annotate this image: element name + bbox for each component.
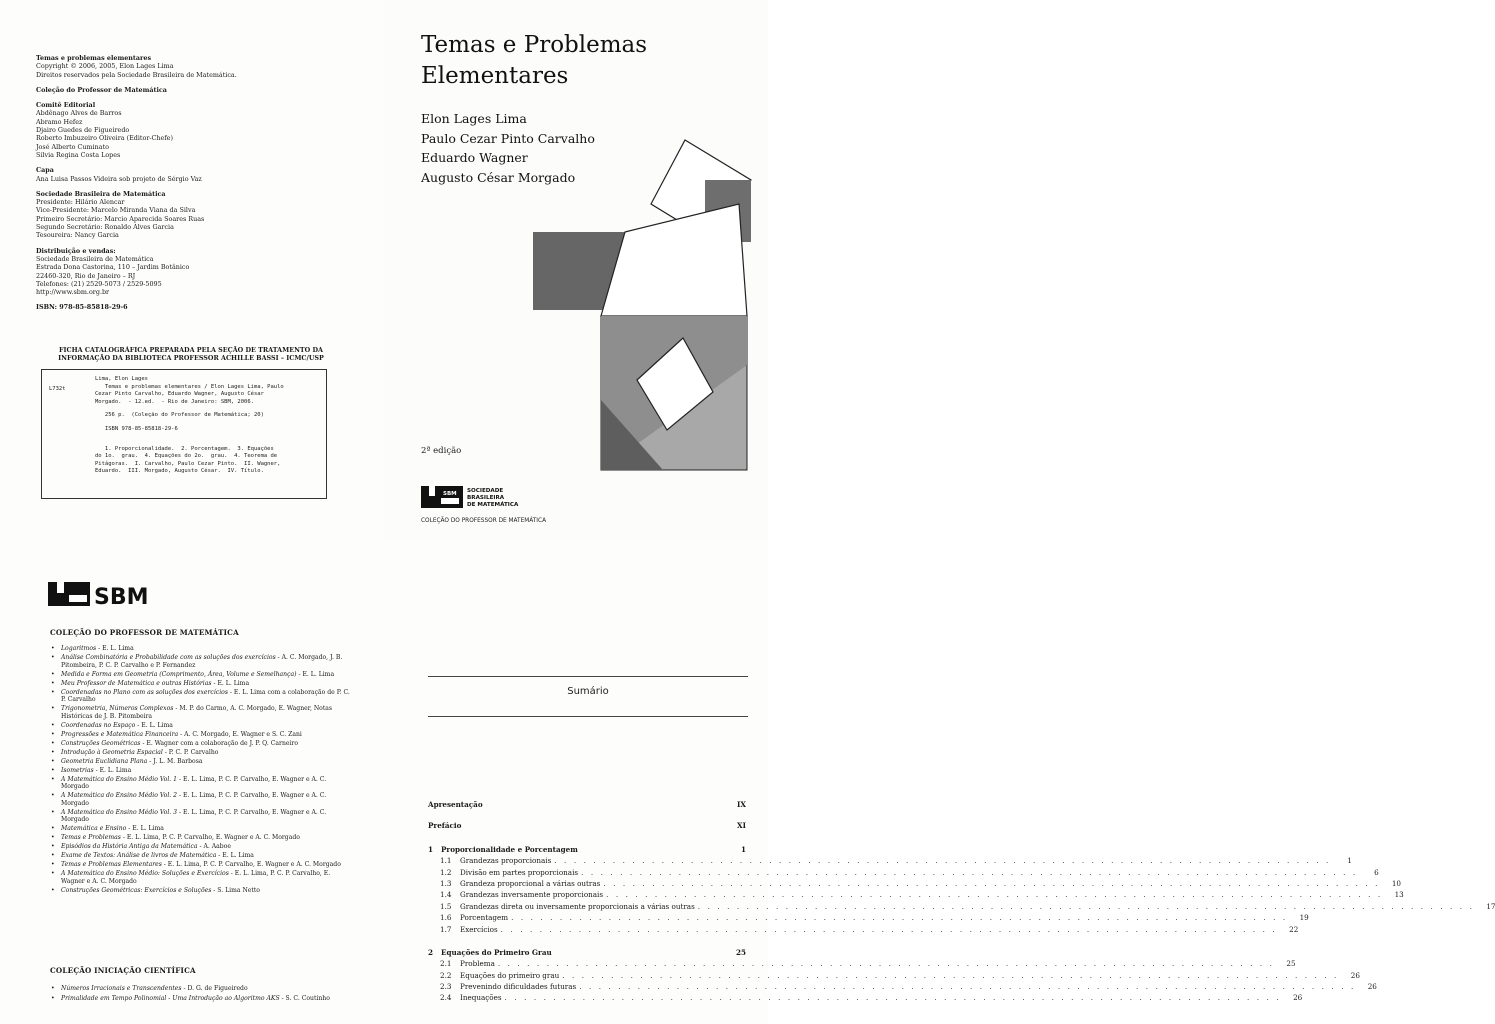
toc-label: Prevenindo dificuldades futuras [460, 982, 577, 992]
toc-section[interactable]: 2.1 Problema . . . . . . . . . . . . . . . . . . . . . . . . . . . . . . . . . . . . . . . . . . . . . . . . . . . . . . . . . . . . . . . . . . . . . . . . . . . . . . . . 25 [428, 959, 746, 970]
toc-section[interactable]: 1.7 Exercícios . . . . . . . . . . . . . . . . . . . . . . . . . . . . . . . . . . . . . . . . . . . . . . . . . . . . . . . . . . . . . . . . . . . . . . . . . . . . . . . . 22 [428, 925, 746, 936]
website-link[interactable]: http://www.sbm.org.br [36, 288, 110, 297]
book-title: A Matemática do Ensino Médio: Soluções e Exercícios [61, 870, 229, 878]
collection-heading: Coleção do Professor de Matemática [36, 85, 167, 94]
book-title: Temas e Problemas [61, 834, 121, 842]
toc-label: Grandezas direta ou inversamente proporcionais a várias outras [460, 901, 695, 911]
logo-mark-text: SBM [443, 491, 457, 497]
catalog-subject: 1. Proporcionalidade. 2. Porcentagem. 3. Equações [95, 445, 274, 452]
publisher-line: DE MATEMÁTICA [467, 502, 519, 508]
book-authors: - E. L. Lima [216, 852, 254, 860]
catalog-heading: FICHA CATALOGRÁFICA PREPARADA PELA SEÇÃO DE TRATAMENTO DA INFORMAÇÃO DA BIBLIOTECA PROFESSOR ACHILLE BASSI – ICMC/USP [58, 346, 324, 362]
catalog-card [41, 369, 327, 499]
catalog-subject: Pitágoras. I. Carvalho, Paulo Cezar Pinto. II. Wagner, [95, 460, 281, 467]
catalog-line: Temas e problemas elementares / Elon Lages Lima, Paulo [95, 383, 284, 390]
list-item [50, 731, 350, 739]
book-authors: - P. C. P. Carvalho [162, 748, 219, 756]
list-item [50, 861, 350, 869]
book-title: Exame de Textos: Análise de livros de Matemática [61, 852, 217, 860]
toc-number: 2.1 [440, 959, 452, 969]
book-title: Progressões e Matemática Financeira [61, 730, 179, 738]
cover-collection-name: COLEÇÃO DO PROFESSOR DE MATEMÁTICA [421, 518, 547, 524]
toc-page-number: 17 [1486, 901, 1495, 911]
toc-chapter[interactable] [428, 948, 746, 959]
toc-number: 2.4 [440, 993, 452, 1003]
list-item [50, 740, 350, 748]
book-authors: - M. P. do Carmo, A. C. Morgado, E. Wagner, Notas Históricas de J. B. Pitombeira [61, 705, 333, 720]
book-title: Primalidade em Tempo Polinomial - Uma Introdução ao Algoritmo AKS [61, 994, 280, 1002]
toc-label: Equações do primeiro grau [460, 970, 560, 980]
isbn: ISBN: 978-85-85818-29-6 [36, 303, 128, 312]
logo-text: SBM [94, 585, 149, 610]
toc-label: Porcentagem [460, 913, 509, 923]
book-authors: - A. C. Morgado, J. B. Pitombeira, P. C. P. Carvalho e P. Fernandez [61, 653, 343, 669]
toc-label: Grandezas proporcionais [460, 856, 552, 866]
sbm-large-logo [48, 580, 158, 610]
book-authors: - J. L. M. Barbosa [147, 757, 203, 765]
book-authors: - E. L. Lima com a colaboração de P. C. P. Carvalho [61, 688, 350, 704]
book-title: Logaritmos [61, 645, 97, 652]
list-item [50, 758, 350, 766]
author-name: Eduardo Wagner [421, 150, 528, 165]
society-heading: Sociedade Brasileira de Matemática [36, 189, 166, 198]
toc-label: Apresentação [428, 800, 483, 809]
list-item [50, 792, 350, 807]
author-name: Paulo Cezar Pinto Carvalho [421, 130, 595, 146]
toc-label: Problema [460, 959, 495, 969]
cover-title-line: Temas e Problemas [421, 32, 648, 58]
list-item [50, 689, 350, 704]
list-item [50, 671, 350, 679]
society-member: Presidente: Hilário Alencar [36, 198, 125, 207]
list-item [50, 870, 350, 885]
publisher-line: BRASILEIRA [467, 495, 505, 501]
toc-label: Grandezas inversamente proporcionais [460, 890, 604, 900]
society-member: Primeiro Secretário: Marcio Aparecida Soares Ruas [36, 214, 205, 223]
toc-number: 1.1 [440, 856, 452, 866]
catalog-isbn: ISBN 978-85-85818-29-6 [95, 425, 178, 432]
collection-list [50, 985, 350, 1004]
toc-section[interactable]: 1.1 Grandezas proporcionais . . . . . . . . . . . . . . . . . . . . . . . . . . . . . . . . . . . . . . . . . . . . . . . . . . . . . . . . . . . . . . . . . . . . . . . . . . . . . . . . 1 [428, 856, 746, 867]
pythagoras-figure-illustration [533, 140, 751, 490]
book-title: Geometria Euclidiana Plana [61, 757, 148, 765]
toc-chapter[interactable] [428, 845, 746, 856]
copyright-line: Copyright © 2006, 2005, Elon Lages Lima [36, 62, 174, 71]
toc-page-number: 1 [1347, 856, 1352, 866]
toc-label: Proporcionalidade e Porcentagem [441, 844, 578, 854]
book-authors: - A. Aaboe [197, 843, 231, 851]
toc-page-number: 26 [1367, 982, 1377, 992]
list-item [50, 705, 350, 720]
toc-number: 2.3 [440, 982, 452, 992]
toc-section[interactable]: 2.2 Equações do primeiro grau . . . . . . . . . . . . . . . . . . . . . . . . . . . . . . . . . . . . . . . . . . . . . . . . . . . . . . . . . . . . . . . . . . . . . . . . . . . . . . . . 26 [428, 971, 746, 982]
toc-front-entry[interactable] [428, 821, 746, 832]
list-item [50, 985, 350, 993]
book-title: Isometrias [61, 766, 94, 774]
catalog-code: L732t [49, 386, 66, 392]
toc-section[interactable]: 1.2 Divisão em partes proporcionais . . . . . . . . . . . . . . . . . . . . . . . . . . . . . . . . . . . . . . . . . . . . . . . . . . . . . . . . . . . . . . . . . . . . . . . . . . . . . . . . 6 [428, 868, 746, 879]
catalog-line: Morgado. - 12.ed. - Rio de Janeiro: SBM, 2006. [95, 398, 254, 405]
list-item [50, 776, 350, 791]
toc-page-number: XI [737, 821, 746, 831]
toc-section[interactable]: 1.6 Porcentagem . . . . . . . . . . . . . . . . . . . . . . . . . . . . . . . . . . . . . . . . . . . . . . . . . . . . . . . . . . . . . . . . . . . . . . . . . . . . . . . . 19 [428, 913, 746, 924]
list-item [50, 809, 350, 824]
toc-page-number: 26 [1293, 993, 1303, 1003]
toc-label: Grandeza proporcional a várias outras [460, 878, 601, 888]
book-authors: - D. G. de Figueiredo [181, 985, 248, 992]
editorial-member: José Alberto Cuminato [36, 142, 109, 151]
book-title: Análise Combinatória e Probabilidade com as soluções dos exercícios [61, 653, 276, 661]
book-title: Temas e Problemas Elementares [61, 861, 162, 869]
rights-line: Direitos reservados pela Sociedade Brasileira de Matemática. [36, 70, 237, 79]
divider [428, 676, 748, 677]
toc-page-number: 13 [1394, 890, 1404, 900]
book-authors: - E. L. Lima, P. C. P. Carvalho, E. Wagner e A. C. Morgado [61, 775, 327, 791]
toc-label: Equações do Primeiro Grau [441, 947, 552, 957]
book-authors: - E. L. Lima, P. C. P. Carvalho, E. Wagner e A. C. Morgado [161, 861, 341, 869]
distribution-line: Telefones: (21) 2529-5073 / 2529-5095 [36, 279, 162, 288]
toc-page-number: 6 [1374, 867, 1379, 877]
toc-page-number: 22 [1289, 924, 1299, 934]
collection-heading: COLEÇÃO DO PROFESSOR DE MATEMÁTICA [50, 628, 239, 637]
editorial-member: Silvia Regina Costa Lopes [36, 150, 121, 159]
book-authors: - S. Lima Netto [211, 886, 260, 894]
cover-credit-heading: Capa [36, 166, 54, 175]
book-authors: - S. C. Coutinho [279, 994, 330, 1002]
tilted-square [601, 204, 747, 316]
toc-section[interactable]: 1.3 Grandeza proporcional a várias outras . . . . . . . . . . . . . . . . . . . . . . . . . . . . . . . . . . . . . . . . . . . . . . . . . . . . . . . . . . . . . . . . . . . . . . . . . . . . . . . . 10 [428, 879, 746, 890]
toc-number: 1.6 [440, 913, 452, 923]
list-item [50, 834, 350, 842]
toc-page-number: IX [737, 800, 746, 809]
book-title: A Matemática do Ensino Médio Vol. 3 [61, 808, 178, 816]
book-title: Construções Geométricas [61, 739, 141, 747]
book-title: Episódios da História Antiga da Matemática [61, 843, 198, 851]
distribution-line: Sociedade Brasileira de Matemática [36, 254, 154, 263]
editorial-member: Djairo Guedes de Figueiredo [36, 126, 130, 135]
book-authors: - E. L. Lima [126, 825, 164, 833]
book-title: Medida e Forma em Geometria (Comprimento, Área, Volume e Semelhança) [61, 670, 297, 678]
toc-number: 1.3 [440, 878, 452, 888]
toc-page-number: 25 [735, 947, 746, 957]
list-item [50, 767, 350, 775]
publisher-name [467, 488, 518, 509]
logo-block [421, 486, 463, 508]
book-title: Meu Professor de Matemática e outras Histórias [61, 679, 212, 687]
author-name: Elon Lages Lima [421, 111, 527, 126]
book-authors: - E. L. Lima [135, 721, 173, 729]
list-item [50, 722, 350, 730]
book-title: Introdução à Geometria Espacial [61, 748, 163, 756]
toc-page-number: 26 [1350, 970, 1360, 980]
edition-label: 2ª edição [421, 446, 462, 456]
logo-block [48, 582, 90, 606]
toc-page-number: 19 [1299, 913, 1309, 923]
author-name: Augusto César Morgado [421, 169, 576, 185]
distribution-line: 22460-320, Rio de Janeiro – RJ [36, 271, 136, 280]
book-authors: - E. L. Lima, P. C. P. Carvalho, E. Wagner e A. C. Morgado [120, 834, 300, 842]
catalog-pages: 256 p. (Coleção do Professor de Matemática; 20) [95, 412, 264, 419]
book-title: Números Irracionais e Transcendentes [61, 985, 182, 992]
divider [428, 716, 748, 717]
catalog-line: Cezar Pinto Carvalho, Eduardo Wagner, Augusto César [95, 391, 264, 398]
toc-label: Exercícios [460, 924, 498, 934]
toc-section[interactable]: 2.4 Inequações . . . . . . . . . . . . . . . . . . . . . . . . . . . . . . . . . . . . . . . . . . . . . . . . . . . . . . . . . . . . . . . . . . . . . . . . . . . . . . . . 26 [428, 993, 746, 1004]
toc-section[interactable]: 1.5 Grandezas direta ou inversamente proporcionais a várias outras . . . . . . . . . . . . . . . . . . . . . . . . . . . . . . . . . . . . . . . . . . . . . . . . . . . . . . . . . . . . . . . . . . . . . . . . . . . . . . . . 17 [428, 902, 746, 913]
summary-title: Sumário [567, 686, 609, 697]
toc-number: 1.5 [440, 901, 452, 911]
collection-heading: COLEÇÃO INICIAÇÃO CIENTÍFICA [50, 966, 196, 975]
list-item [50, 680, 350, 688]
toc-front-entry[interactable] [428, 800, 746, 811]
catalog-subject: Eduardo. III. Morgado, Augusto César. IV. Título. [95, 468, 264, 475]
cover-title [421, 30, 647, 92]
toc-page-number: 1 [740, 844, 746, 854]
book-authors: - E. L. Lima, P. C. P. Carvalho, E. Wagner e A. C. Morgado [61, 870, 331, 885]
book-authors: - E. L. Lima [296, 670, 335, 678]
toc-number: 1.2 [440, 867, 452, 877]
society-member: Segundo Secretário: Ronaldo Alves Garcia [36, 223, 174, 232]
toc-section[interactable]: 1.4 Grandezas inversamente proporcionais . . . . . . . . . . . . . . . . . . . . . . . . . . . . . . . . . . . . . . . . . . . . . . . . . . . . . . . . . . . . . . . . . . . . . . . . . . . . . . . . 13 [428, 890, 746, 901]
book-authors: - E. L. Lima, P. C. P. Carvalho, E. Wagner e A. C. Morgado [61, 808, 327, 824]
toc-page-number: 10 [1391, 878, 1402, 888]
book-title: Matemática e Ensino [61, 825, 127, 833]
book-title: Trigonometria, Números Complexos [61, 705, 174, 713]
editorial-member: Abdênago Alves de Barros [36, 109, 122, 118]
distribution-line: Estrada Dona Castorina, 110 – Jardim Botânico [36, 263, 190, 272]
book-authors: - A. C. Morgado, E. Wagner e S. C. Zani [178, 730, 302, 738]
toc-number: 2.2 [440, 970, 452, 980]
catalog-line: Lima, Elon Lages [95, 376, 148, 382]
list-item [50, 995, 350, 1003]
book-authors: - E. Wagner com a colaboração de J. P. Q. Carneiro [140, 739, 299, 747]
book-title: Construções Geométricas: Exercícios e Soluções [61, 886, 212, 894]
editorial-member: Abramo Hefez [36, 117, 83, 126]
book-title: Coordenadas no Plano com as soluções dos exercícios [61, 688, 228, 696]
list-item [50, 852, 350, 860]
society-member: Tesoureira: Nancy Garcia [36, 231, 119, 240]
toc-number: 1 [428, 844, 434, 854]
book-title: A Matemática do Ensino Médio Vol. 1 [61, 775, 178, 783]
society-member: Vice-Presidente: Marcelo Miranda Viana da Silva [36, 206, 196, 215]
cover-credit: Ana Luisa Passos Videira sob projeto de Sérgio Vaz [36, 174, 202, 183]
list-item [50, 654, 350, 669]
book-authors: - E. L. Lima [93, 766, 132, 774]
book-authors: - E. L. Lima, P. C. P. Carvalho, E. Wagner e A. C. Morgado [61, 792, 327, 807]
table-of-contents [428, 800, 1495, 1005]
book-authors: - E. L. Lima [96, 645, 134, 652]
list-item [50, 645, 350, 653]
cover-title-line: Elementares [421, 63, 569, 89]
toc-number: 2 [428, 947, 434, 957]
list-item [50, 887, 350, 895]
toc-page-number: 25 [1286, 959, 1296, 969]
list-item [50, 843, 350, 851]
toc-label: Prefácio [428, 821, 462, 831]
toc-section[interactable]: 2.3 Prevenindo dificuldades futuras . . . . . . . . . . . . . . . . . . . . . . . . . . . . . . . . . . . . . . . . . . . . . . . . . . . . . . . . . . . . . . . . . . . . . . . . . . . . . . . . 26 [428, 982, 746, 993]
book-title: Coordenadas no Espaço [61, 721, 136, 729]
book-title-line: Temas e problemas elementares [36, 54, 152, 62]
book-title: A Matemática do Ensino Médio Vol. 2 [61, 792, 178, 800]
collection-list [50, 645, 350, 896]
list-item [50, 825, 350, 833]
toc-number: 1.4 [440, 890, 452, 900]
editorial-heading: Comitê Editorial [36, 101, 96, 110]
book-authors: - E. L. Lima [211, 679, 250, 687]
copyright-block [36, 54, 356, 319]
publisher-line: SOCIEDADE [467, 488, 504, 494]
toc-number: 1.7 [440, 924, 452, 934]
toc-label: Inequações [460, 993, 502, 1003]
distribution-heading: Distribuição e vendas: [36, 246, 116, 255]
catalog-subject: do 1o. grau. 4. Equações do 2o. grau. 4. Teorema de [95, 453, 278, 460]
toc-label: Divisão em partes proporcionais [460, 867, 579, 877]
editorial-member: Roberto Imbuzeiro Oliveira (Editor-Chefe) [36, 134, 173, 143]
list-item [50, 749, 350, 757]
